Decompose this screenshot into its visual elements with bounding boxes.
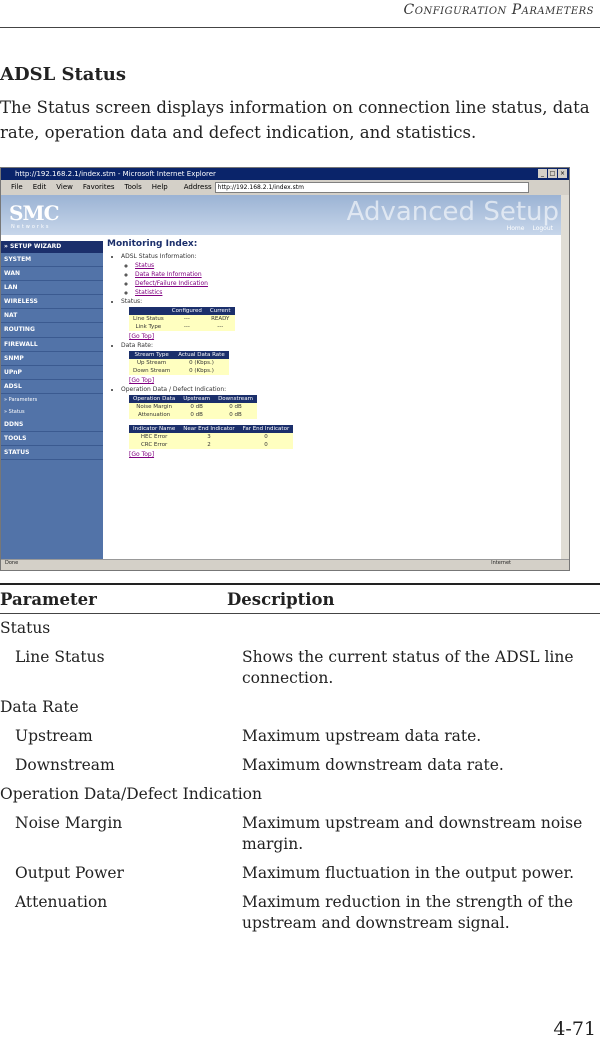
go-top-link[interactable]: [Go Top] bbox=[129, 451, 155, 458]
menu-file[interactable]: File bbox=[11, 183, 23, 191]
running-header: Configuration Parameters bbox=[403, 2, 594, 18]
header-rule bbox=[0, 27, 600, 28]
status-heading: Status: bbox=[121, 298, 143, 305]
group-status: Status bbox=[0, 619, 51, 637]
go-top-link[interactable]: [Go Top] bbox=[129, 333, 155, 340]
window-title: http://192.168.2.1/index.stm - Microsoft Internet Explorer bbox=[15, 170, 216, 178]
sidebar-sub-parameters[interactable]: » Parameters bbox=[4, 396, 38, 403]
sidebar-item-system[interactable]: SYSTEM bbox=[1, 253, 103, 267]
menu-bar bbox=[1, 180, 569, 194]
banner-text: Advanced Setup bbox=[346, 197, 559, 227]
table-row: Noise Margin Maximum upstream and downstream noise margin. bbox=[15, 814, 583, 853]
smc-logo: SMC bbox=[9, 201, 59, 225]
op-heading: Operation Data / Defect Indication: bbox=[121, 386, 227, 393]
rate-table: Stream Type Actual Data Rate Up Stream 0 (Kbps.) Down Stream 0 (Kbps.) bbox=[129, 351, 229, 375]
window-titlebar bbox=[1, 168, 569, 180]
menu-favorites[interactable]: Favorites bbox=[82, 183, 115, 191]
main-panel bbox=[107, 239, 557, 458]
table-row: Line Status Shows the current status of the ADSL line connection. bbox=[15, 648, 574, 687]
address-bar bbox=[184, 180, 529, 194]
sidebar-item-adsl[interactable]: ADSL bbox=[1, 380, 103, 394]
menu-view[interactable]: View bbox=[56, 183, 73, 191]
sidebar-item-status[interactable]: STATUS bbox=[1, 446, 103, 460]
table-row: Downstream Maximum downstream data rate. bbox=[15, 756, 504, 774]
op-table: Operation Data Upstream Downstream Noise Margin 0 dB 0 dB Attenuation 0 dB 0 dB bbox=[129, 395, 257, 419]
logo-subtitle: Networks bbox=[11, 224, 51, 230]
parameter-table bbox=[0, 583, 600, 934]
index-heading: ADSL Status Information: bbox=[121, 253, 197, 260]
home-link[interactable]: Home bbox=[506, 225, 525, 232]
sidebar-item-lan[interactable]: LAN bbox=[1, 281, 103, 295]
browser-status-bar bbox=[1, 559, 570, 570]
rate-heading: Data Rate: bbox=[121, 342, 154, 349]
sidebar-item-firewall[interactable]: FIREWALL bbox=[1, 338, 103, 352]
link-status[interactable]: Status bbox=[135, 262, 155, 269]
indicator-table: Indicator Name Near End Indicator Far End Indicator HEC Error 3 0 CRC Error 2 0 bbox=[129, 425, 293, 449]
section-title: ADSL Status bbox=[0, 64, 127, 85]
vertical-scrollbar[interactable] bbox=[561, 195, 569, 560]
table-header bbox=[0, 585, 600, 614]
sidebar-sub-status[interactable]: » Status bbox=[4, 408, 25, 415]
link-data-rate[interactable]: Data Rate Information bbox=[135, 271, 202, 278]
col-parameter: Parameter bbox=[0, 589, 97, 609]
table-row: Attenuation Maximum reduction in the strength of the upstream and downstream signal. bbox=[15, 893, 574, 932]
banner bbox=[1, 195, 563, 235]
sidebar-item-wireless[interactable]: WIRELESS bbox=[1, 295, 103, 309]
group-data-rate: Data Rate bbox=[0, 698, 79, 716]
table-row: Output Power Maximum fluctuation in the output power. bbox=[15, 864, 575, 882]
address-input[interactable]: http://192.168.2.1/index.stm bbox=[215, 182, 529, 193]
sidebar-item-tools[interactable]: TOOLS bbox=[1, 432, 103, 446]
logout-link[interactable]: Logout bbox=[532, 225, 553, 232]
menu-edit[interactable]: Edit bbox=[32, 183, 47, 191]
intro-paragraph: The Status screen displays information on connection line status, data rate, operation data and defect indication, and statistics. bbox=[0, 98, 590, 142]
sidebar-item-wan[interactable]: WAN bbox=[1, 267, 103, 281]
page-content bbox=[1, 195, 563, 560]
link-defect[interactable]: Defect/Failure Indication bbox=[135, 280, 208, 287]
go-top-link[interactable]: [Go Top] bbox=[129, 377, 155, 384]
page-number: 4-71 bbox=[553, 1018, 596, 1040]
menu-help[interactable]: Help bbox=[151, 183, 168, 191]
sidebar-item-nat[interactable]: NAT bbox=[1, 309, 103, 323]
monitoring-title: Monitoring Index: bbox=[107, 239, 198, 249]
address-label: Address bbox=[183, 183, 212, 191]
col-description: Description bbox=[227, 589, 335, 609]
group-operation-data: Operation Data/Defect Indication bbox=[0, 785, 262, 803]
sidebar-item-upnp[interactable]: UPnP bbox=[1, 366, 103, 380]
minimize-icon[interactable]: _ bbox=[538, 169, 547, 178]
sidebar-item-snmp[interactable]: SNMP bbox=[1, 352, 103, 366]
status-zone: Internet bbox=[491, 560, 511, 566]
status-done: Done bbox=[5, 560, 19, 566]
sidebar-item-routing[interactable]: ROUTING bbox=[1, 323, 103, 337]
table-row: Upstream Maximum upstream data rate. bbox=[15, 727, 482, 745]
sidebar-setup-wizard[interactable]: » SETUP WIZARD bbox=[1, 241, 103, 253]
link-statistics[interactable]: Statistics bbox=[135, 289, 163, 296]
sidebar bbox=[1, 241, 103, 561]
status-table: Configured Current Line Status --- READY Link Type --- --- bbox=[129, 307, 235, 331]
sidebar-item-ddns[interactable]: DDNS bbox=[1, 418, 103, 432]
maximize-icon[interactable]: □ bbox=[549, 170, 556, 177]
menu-tools[interactable]: Tools bbox=[124, 183, 142, 191]
close-icon[interactable]: × bbox=[559, 170, 566, 177]
browser-screenshot bbox=[0, 167, 570, 571]
